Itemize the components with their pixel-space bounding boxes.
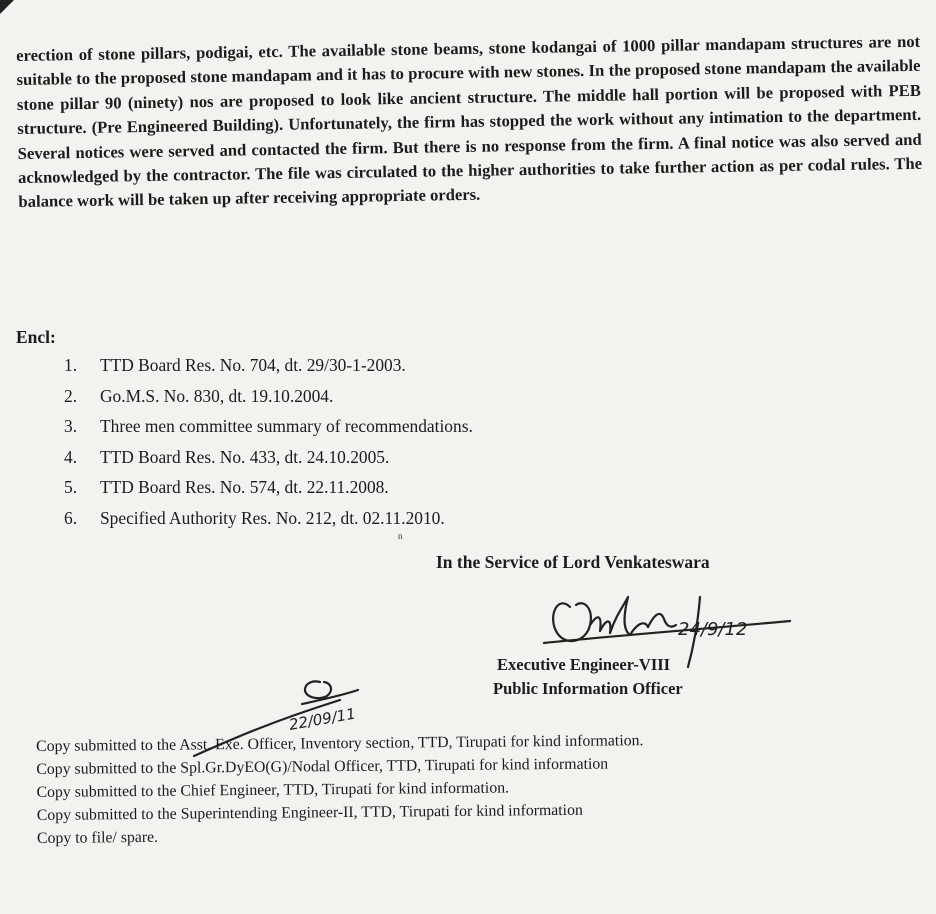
- copy-list: [36, 727, 917, 850]
- enclosure-item: 4. TTD Board Res. No. 433, dt. 24.10.2005.: [64, 446, 390, 467]
- signature-date: 24/9/12: [678, 619, 748, 640]
- copy-item: Copy submitted to the Chief Engineer, TTD, Tirupati for kind information.: [36, 779, 510, 801]
- copy-item: Copy submitted to the Spl.Gr.DyEO(G)/Nodal Officer, TTD, Tirupati for kind information: [36, 755, 609, 778]
- enclosure-item: 6. Specified Authority Res. No. 212, dt. 02.11.2010.: [64, 507, 445, 528]
- office-line: Public Information Officer: [493, 679, 683, 698]
- stray-mark: n: [398, 531, 403, 541]
- service-line: In the Service of Lord Venkateswara: [436, 552, 710, 572]
- enclosures-list: [64, 350, 473, 533]
- enclosures-heading: Encl:: [16, 327, 56, 347]
- enclosure-item: 1. TTD Board Res. No. 704, dt. 29/30-1-2003.: [64, 355, 406, 375]
- copy-item: Copy submitted to the Superintending Engineer-II, TTD, Tirupati for kind information: [36, 801, 583, 824]
- scan-corner-mark: [0, 0, 14, 14]
- body-paragraph: erection of stone pillars, podigai, etc. The available stone beams, stone kodangai of 1000 pillar mandapam structures are not suitable to the proposed stone mandapam and it has to procure with new stones. In the proposed stone mandapam the available stone pillar 90 (ninety) nos are proposed to look like ancient structure. The middle hall portion will be proposed with PEB structure. (Pre Engineered Building). Unfortunately, the firm has stopped the work without any intimation to the department. Several notices were served and contacted the firm. But there is no response from the firm. A final notice was also served and acknowledged by the contractor. The file was circulated to the higher authorities to take further action as per codal rules. The balance work will be taken up after receiving appropriate orders.: [16, 31, 923, 212]
- enclosure-item: 2. Go.M.S. No. 830, dt. 19.10.2004.: [64, 385, 334, 406]
- enclosure-item: 3. Three men committee summary of recommendations.: [64, 416, 473, 436]
- designation-line: Executive Engineer-VIII: [497, 655, 671, 674]
- enclosure-item: 5. TTD Board Res. No. 574, dt. 22.11.2008.: [64, 477, 389, 497]
- copy-item: Copy to file/ spare.: [36, 828, 159, 847]
- initials-date: 22/09/11: [287, 704, 358, 734]
- copy-item: Copy submitted to the Asst. Exe. Officer, Inventory section, TTD, Tirupati for kind information.: [36, 732, 644, 755]
